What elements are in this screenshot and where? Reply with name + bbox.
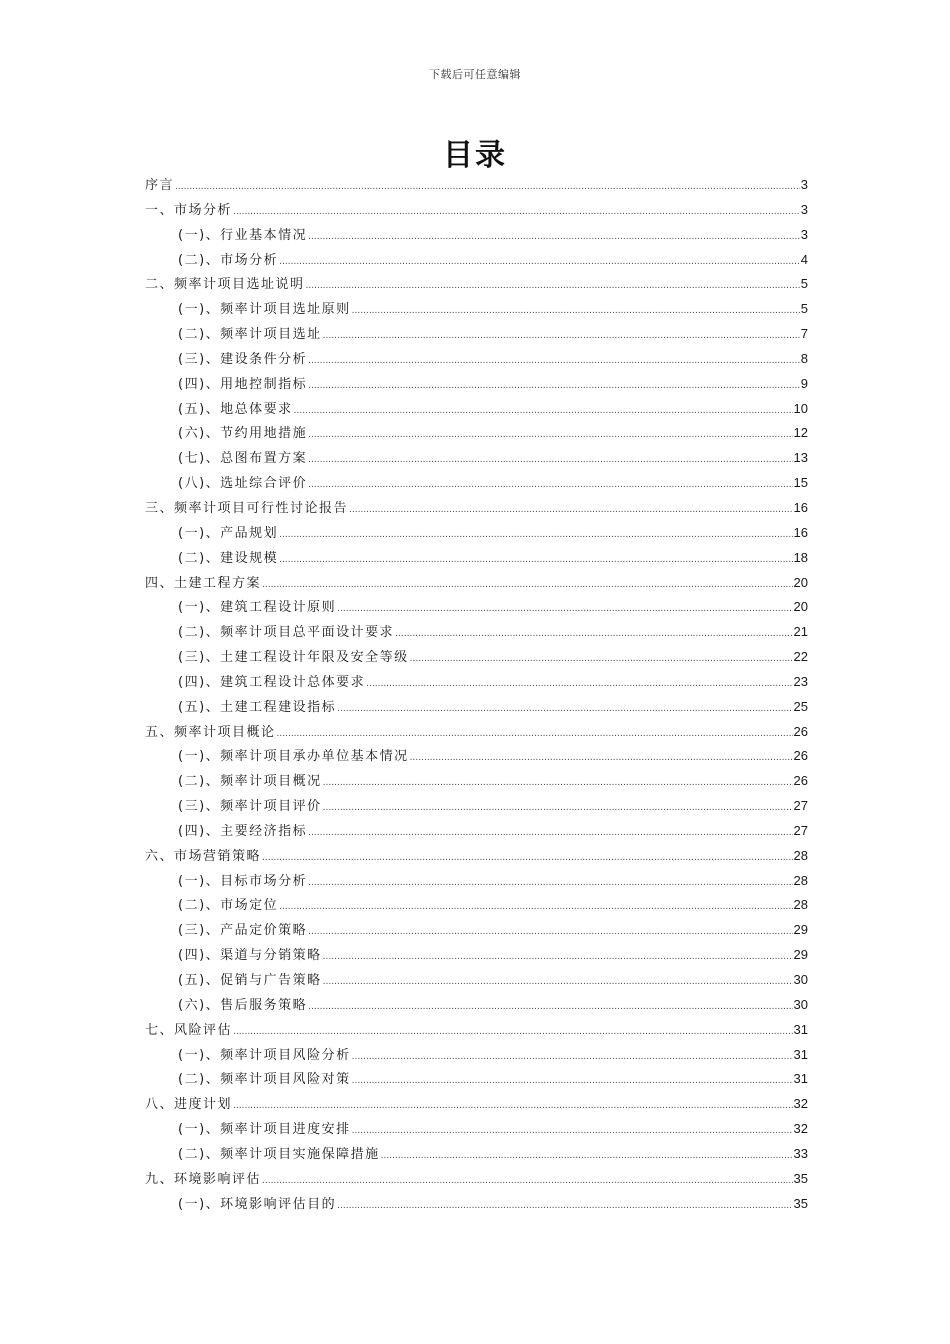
toc-dot-leader [175, 182, 800, 192]
toc-entry-title: (三)、频率计项目评价 [178, 799, 322, 815]
toc-page-number: 30 [793, 996, 808, 1012]
toc-section-entry[interactable] [145, 323, 808, 348]
toc-entry-title: 七、风险评估 [145, 1022, 233, 1038]
toc-chapter-entry[interactable] [145, 1168, 808, 1193]
toc-dot-leader [262, 580, 793, 590]
toc-chapter-entry[interactable] [145, 273, 808, 298]
toc-page-number: 22 [793, 649, 808, 665]
toc-dot-leader [308, 356, 800, 366]
toc-section-entry[interactable] [145, 547, 808, 572]
toc-dot-leader [323, 977, 793, 987]
toc-entry-title: (七)、总图布置方案 [178, 451, 308, 467]
toc-entry-title: (一)、产品规划 [178, 525, 279, 541]
toc-entry-title: (二)、频率计项目风险对策 [178, 1072, 351, 1088]
toc-dot-leader [294, 406, 793, 416]
toc-page-number: 31 [793, 1046, 808, 1062]
toc-section-entry[interactable] [145, 919, 808, 944]
toc-entry-title: (一)、频率计项目进度安排 [178, 1122, 351, 1138]
toc-dot-leader [279, 530, 792, 540]
toc-entry-title: (二)、市场分析 [178, 252, 279, 268]
toc-page-number: 12 [793, 425, 808, 441]
toc-section-entry[interactable] [145, 994, 808, 1019]
toc-section-entry[interactable] [145, 447, 808, 472]
toc-page-number: 30 [793, 972, 808, 987]
toc-entry-title: (一)、频率计项目风险分析 [178, 1047, 351, 1063]
toc-entry-title: (五)、地总体要求 [178, 401, 293, 417]
toc-dot-leader [323, 952, 793, 962]
toc-entry-title: (五)、促销与广告策略 [178, 973, 322, 988]
toc-chapter-entry[interactable] [145, 497, 808, 522]
toc-section-entry[interactable] [145, 373, 808, 398]
toc-entry-title: (四)、主要经济指标 [178, 823, 308, 839]
toc-page-number: 15 [793, 475, 808, 491]
toc-dot-leader [279, 257, 800, 267]
toc-entry-title: (二)、频率计项目概况 [178, 774, 322, 790]
toc-section-entry[interactable] [145, 795, 808, 820]
toc-chapter-entry[interactable] [145, 1093, 808, 1118]
toc-page-number: 13 [793, 450, 808, 466]
toc-dot-leader [410, 654, 793, 664]
toc-section-entry[interactable] [145, 1068, 808, 1093]
toc-entry-title: (四)、建筑工程设计总体要求 [178, 674, 366, 690]
toc-section-entry[interactable] [145, 298, 808, 323]
toc-dot-leader [308, 430, 792, 440]
toc-dot-leader [279, 902, 792, 912]
toc-dot-leader [262, 1176, 793, 1186]
toc-dot-leader [352, 306, 800, 316]
toc-page-number: 5 [800, 301, 808, 317]
toc-page-number: 35 [793, 1195, 808, 1211]
toc-section-entry[interactable] [145, 224, 808, 249]
toc-page-number: 32 [793, 1096, 808, 1112]
toc-dot-leader [308, 878, 792, 888]
toc-dot-leader [410, 753, 793, 763]
toc-entry-title: (三)、产品定价策略 [178, 923, 308, 939]
toc-page-number: 23 [793, 673, 808, 689]
toc-page-number: 3 [800, 201, 808, 217]
toc-dot-leader [337, 704, 792, 714]
toc-chapter-entry[interactable] [145, 721, 808, 746]
toc-page-number: 3 [800, 226, 808, 242]
toc-chapter-entry[interactable] [145, 174, 808, 199]
toc-page-number: 5 [800, 276, 808, 292]
toc-dot-leader [352, 1076, 793, 1086]
toc-section-entry[interactable] [145, 671, 808, 696]
toc-page-number: 29 [793, 947, 808, 963]
toc-page-number: 33 [793, 1145, 808, 1161]
toc-dot-leader [233, 1101, 793, 1111]
toc-page-number: 28 [793, 847, 808, 863]
page-header-note: 下载后可任意编辑 [429, 68, 521, 81]
toc-entry-title: (一)、建筑工程设计原则 [178, 600, 337, 616]
toc-dot-leader [337, 604, 792, 614]
toc-dot-leader [279, 555, 792, 565]
toc-entry-title: (二)、频率计项目总平面设计要求 [178, 625, 395, 641]
toc-dot-leader [308, 480, 792, 490]
toc-page-number: 7 [800, 326, 808, 342]
toc-entry-title: (三)、土建工程设计年限及安全等级 [178, 650, 409, 666]
toc-dot-leader [352, 1052, 793, 1062]
toc-section-entry[interactable] [145, 1118, 808, 1143]
toc-entry-title: 三、频率计项目可行性讨论报告 [145, 500, 349, 516]
toc-entry-title: (四)、用地控制指标 [178, 376, 308, 392]
toc-section-entry[interactable] [145, 249, 808, 274]
toc-entry-title: 五、频率计项目概论 [145, 724, 276, 740]
toc-page-number: 27 [793, 798, 808, 814]
toc-chapter-entry[interactable] [145, 199, 808, 224]
toc-entry-title: 二、频率计项目选址说明 [145, 277, 305, 293]
toc-dot-leader [308, 927, 792, 937]
toc-section-entry[interactable] [145, 696, 808, 721]
toc-dot-leader [366, 679, 792, 689]
toc-page-number: 3 [800, 177, 808, 192]
toc-dot-leader [233, 207, 800, 217]
toc-dot-leader [381, 1151, 793, 1161]
toc-section-entry[interactable] [145, 870, 808, 895]
toc-page-number: 21 [793, 624, 808, 640]
toc-page-number: 16 [793, 499, 808, 515]
toc-section-entry[interactable] [145, 646, 808, 671]
toc-dot-leader [308, 232, 800, 242]
toc-entry-title: (五)、土建工程建设指标 [178, 699, 337, 715]
toc-page-number: 31 [793, 1071, 808, 1087]
toc-page-number: 18 [793, 549, 808, 565]
toc-section-entry[interactable] [145, 1044, 808, 1069]
toc-chapter-entry[interactable] [145, 1019, 808, 1044]
toc-page-number: 20 [793, 574, 808, 590]
toc-dot-leader [323, 803, 793, 813]
toc-entry-title: (一)、频率计项目选址原则 [178, 302, 351, 318]
toc-entry-title: (一)、频率计项目承办单位基本情况 [178, 749, 409, 765]
toc-dot-leader [308, 1002, 792, 1012]
toc-chapter-entry[interactable] [145, 572, 808, 597]
toc-page-number: 20 [793, 599, 808, 615]
toc-page-number: 28 [793, 872, 808, 888]
toc-entry-title: (二)、市场定位 [178, 898, 279, 914]
toc-page-number: 4 [800, 251, 808, 267]
toc-title: 目录 [443, 138, 507, 173]
toc-entry-title: (二)、频率计项目实施保障措施 [178, 1146, 380, 1162]
toc-entry-title: (六)、节约用地措施 [178, 426, 308, 442]
toc-dot-leader [323, 778, 793, 788]
toc-entry-title: (四)、渠道与分销策略 [178, 948, 322, 964]
toc-section-entry[interactable] [145, 1143, 808, 1168]
toc-entry-title: (一)、目标市场分析 [178, 873, 308, 889]
toc-dot-leader [306, 281, 800, 291]
toc-page-number: 29 [793, 922, 808, 938]
toc-entry-title: (六)、售后服务策略 [178, 997, 308, 1013]
toc-section-entry[interactable] [145, 820, 808, 845]
toc-section-entry[interactable] [145, 745, 808, 770]
toc-page-number: 27 [793, 822, 808, 838]
toc-entry-title: (八)、选址综合评价 [178, 476, 308, 492]
toc-dot-leader [233, 1027, 793, 1037]
toc-entry-title: 序言 [145, 178, 175, 193]
toc-page-number: 31 [793, 1021, 808, 1037]
toc-section-entry[interactable] [145, 969, 808, 994]
toc-page-number: 26 [793, 723, 808, 739]
toc-section-entry[interactable] [145, 621, 808, 646]
toc-section-entry[interactable] [145, 348, 808, 373]
toc-section-entry[interactable] [145, 472, 808, 497]
toc-entry-title: 四、土建工程方案 [145, 575, 262, 591]
toc-page-number: 35 [793, 1170, 808, 1186]
toc-page-number: 28 [793, 897, 808, 913]
toc-dot-leader [308, 381, 800, 391]
toc-page-number: 10 [793, 400, 808, 416]
toc-entry-title: 六、市场营销策略 [145, 848, 262, 864]
toc-dot-leader [308, 455, 792, 465]
toc-entry-title: (三)、建设条件分析 [178, 351, 308, 367]
toc-dot-leader [262, 853, 793, 863]
toc-dot-leader [395, 629, 792, 639]
toc-page-number: 32 [793, 1121, 808, 1137]
toc-section-entry[interactable] [145, 596, 808, 621]
toc-page-number: 16 [793, 524, 808, 540]
toc-section-entry[interactable] [145, 398, 808, 423]
toc-dot-leader [323, 331, 800, 341]
toc-dot-leader [352, 1126, 793, 1136]
toc-dot-leader [277, 729, 793, 739]
toc-page-number: 8 [800, 350, 808, 366]
toc-section-entry[interactable] [145, 770, 808, 795]
toc-page-number: 25 [793, 698, 808, 714]
toc-entry-title: (二)、建设规模 [178, 550, 279, 566]
toc-chapter-entry[interactable] [145, 845, 808, 870]
toc-page-number: 26 [793, 773, 808, 789]
toc-page-number: 26 [793, 748, 808, 764]
toc-section-entry[interactable] [145, 422, 808, 447]
toc-section-entry[interactable] [145, 944, 808, 969]
toc-entry-title: 八、进度计划 [145, 1097, 233, 1113]
toc-section-entry[interactable] [145, 894, 808, 919]
toc-entry-title: (一)、行业基本情况 [178, 227, 308, 243]
toc-page-number: 9 [800, 375, 808, 391]
toc-section-entry[interactable] [145, 522, 808, 547]
toc-dot-leader [337, 1201, 792, 1211]
toc-entry-title: (二)、频率计项目选址 [178, 327, 322, 343]
table-of-contents [145, 174, 808, 1217]
toc-dot-leader [349, 505, 793, 515]
toc-entry-title: 九、环境影响评估 [145, 1171, 262, 1187]
toc-section-entry[interactable] [145, 1193, 808, 1218]
toc-entry-title: 一、市场分析 [145, 202, 233, 218]
toc-entry-title: (一)、环境影响评估目的 [178, 1196, 337, 1212]
toc-dot-leader [308, 828, 792, 838]
